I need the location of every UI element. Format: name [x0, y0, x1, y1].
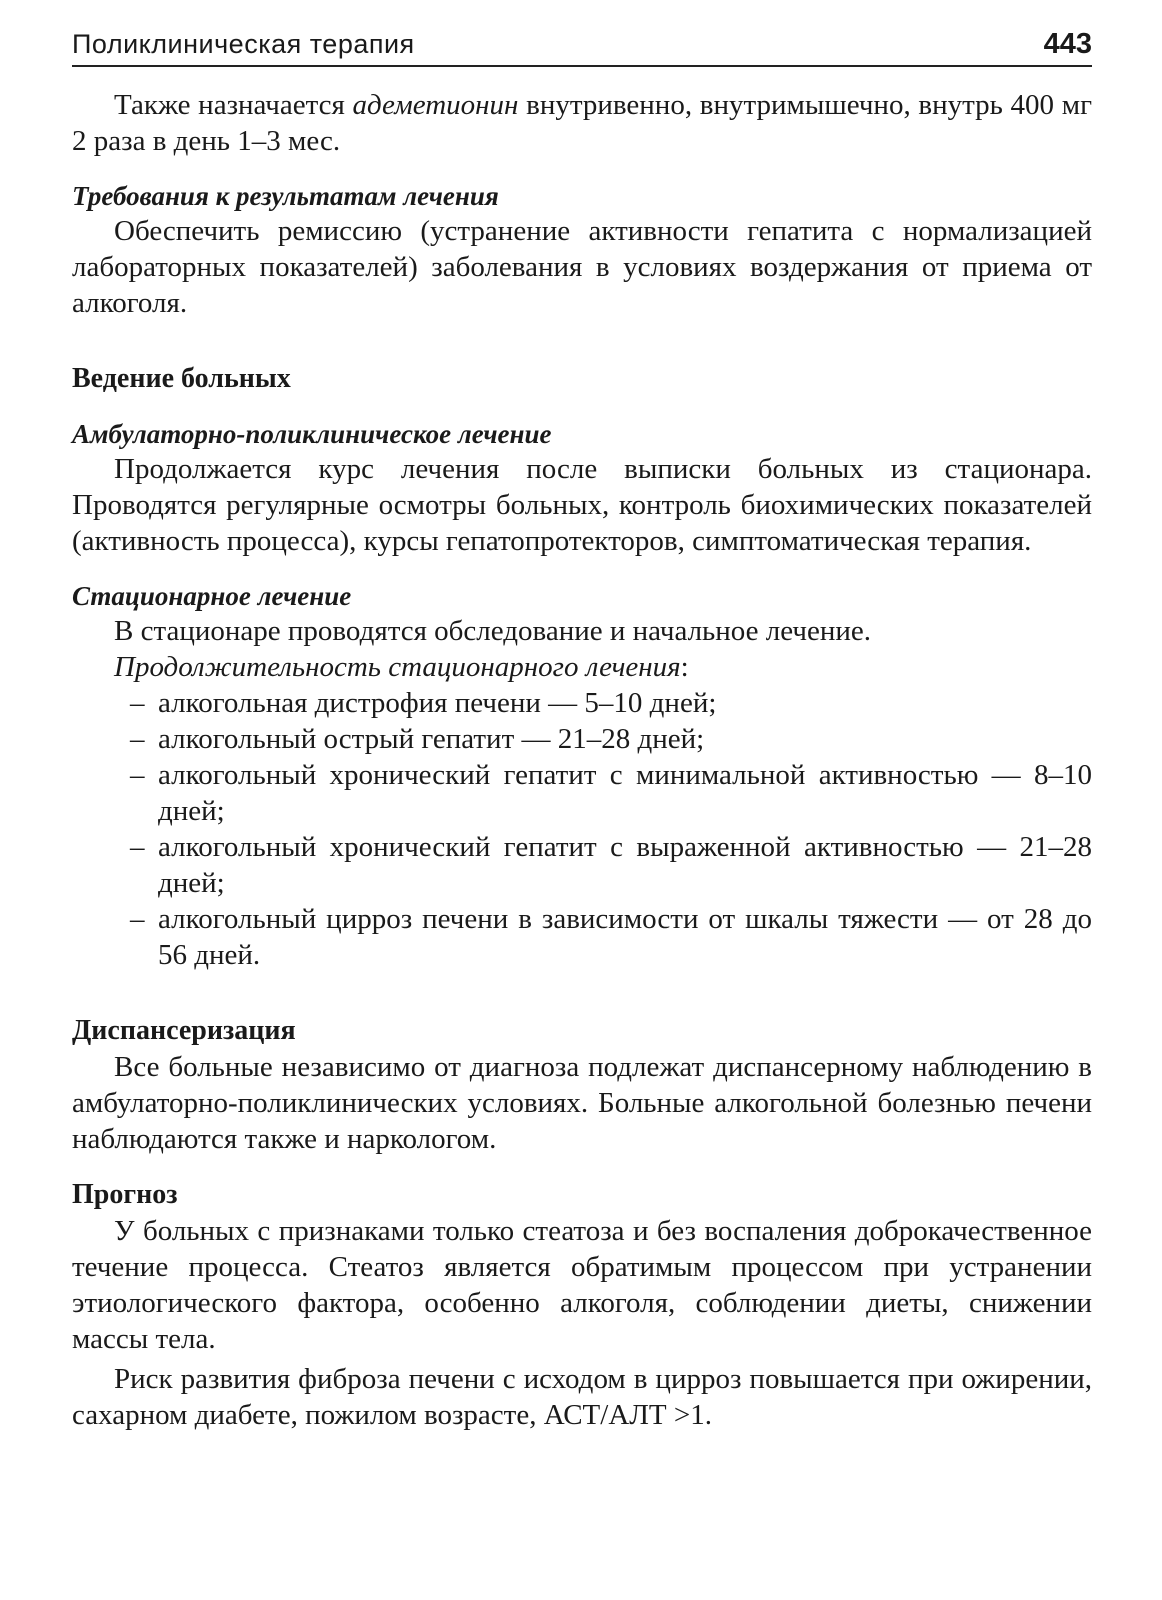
heading-patient-management: Ведение больных — [72, 363, 291, 394]
list-item: – алкогольный острый гепатит — 21–28 дней; — [130, 721, 1092, 757]
duration-label-text: Продолжительность стационарного лечения — [114, 651, 681, 683]
list-item: – алкогольный хронический гепатит с минимальной активностью — 8–10 дней; — [130, 757, 1092, 829]
paragraph-inpatient-treatment: В стационаре проводятся обследование и начальное лечение. — [114, 615, 872, 647]
paragraph-ademetionine-start: Также назначается — [114, 89, 353, 121]
running-head — [72, 28, 1092, 67]
list-item: – алкогольная дистрофия печени — 5–10 дней; — [130, 685, 1092, 721]
paragraph-treatment-requirements: Обеспечить ремиссию (устранение активности гепатита с нормализацией лабораторных показателей) заболевания в условиях воздержания от приема от алкоголя. — [72, 215, 1092, 319]
paragraph-dispensary: Все больные независимо от диагноза подлежат диспансерному наблюдению в амбулаторно-поликлинических условиях. Больные алкогольной болезнью печени наблюдаются также и наркологом. — [72, 1051, 1092, 1155]
paragraph-outpatient-treatment: Продолжается курс лечения после выписки больных из стационара. Проводятся регулярные осмотры больных, контроль биохимических показателей (активность процесса), курсы гепатопротекторов, симптоматическая терапия. — [72, 453, 1092, 557]
heading-dispensary: Диспансеризация — [72, 1015, 296, 1046]
heading-prognosis: Прогноз — [72, 1179, 178, 1210]
duration-list — [72, 685, 1092, 973]
running-head-title: Поликлиническая терапия — [72, 29, 415, 59]
paragraph-ademetionine — [72, 87, 1092, 159]
duration-label — [72, 649, 1092, 685]
duration-label-colon: : — [680, 651, 689, 683]
list-item: – алкогольный хронический гепатит с выраженной активностью — 21–28 дней; — [130, 829, 1092, 901]
heading-treatment-requirements: Требования к результатам лечения — [72, 181, 499, 211]
paragraph-prognosis-1: У больных с признаками только стеатоза и без воспаления доброкачественное течение процесса. Стеатоз является обратимым процессом при устранении этиологического фактора, особенно алкоголя, соблюдении диеты, снижении массы тела. — [72, 1215, 1092, 1355]
page-number: 443 — [1043, 28, 1092, 60]
heading-outpatient-treatment: Амбулаторно-поликлиническое лечение — [72, 419, 552, 449]
paragraph-ademetionine-end: внутривенно, внутримышечно, внутрь 400 мг 2 раза в день 1–3 мес. — [72, 89, 1092, 157]
book-page — [72, 28, 1092, 1433]
paragraph-prognosis-2: Риск развития фиброза печени с исходом в цирроз повышается при ожирении, сахарном диабете, пожилом возрасте, АСТ/АЛТ >1. — [72, 1363, 1092, 1431]
drug-name: адеметионин — [352, 89, 519, 121]
heading-inpatient-treatment: Стационарное лечение — [72, 581, 352, 611]
list-item: – алкогольный цирроз печени в зависимости от шкалы тяжести — от 28 до 56 дней. — [130, 901, 1092, 973]
